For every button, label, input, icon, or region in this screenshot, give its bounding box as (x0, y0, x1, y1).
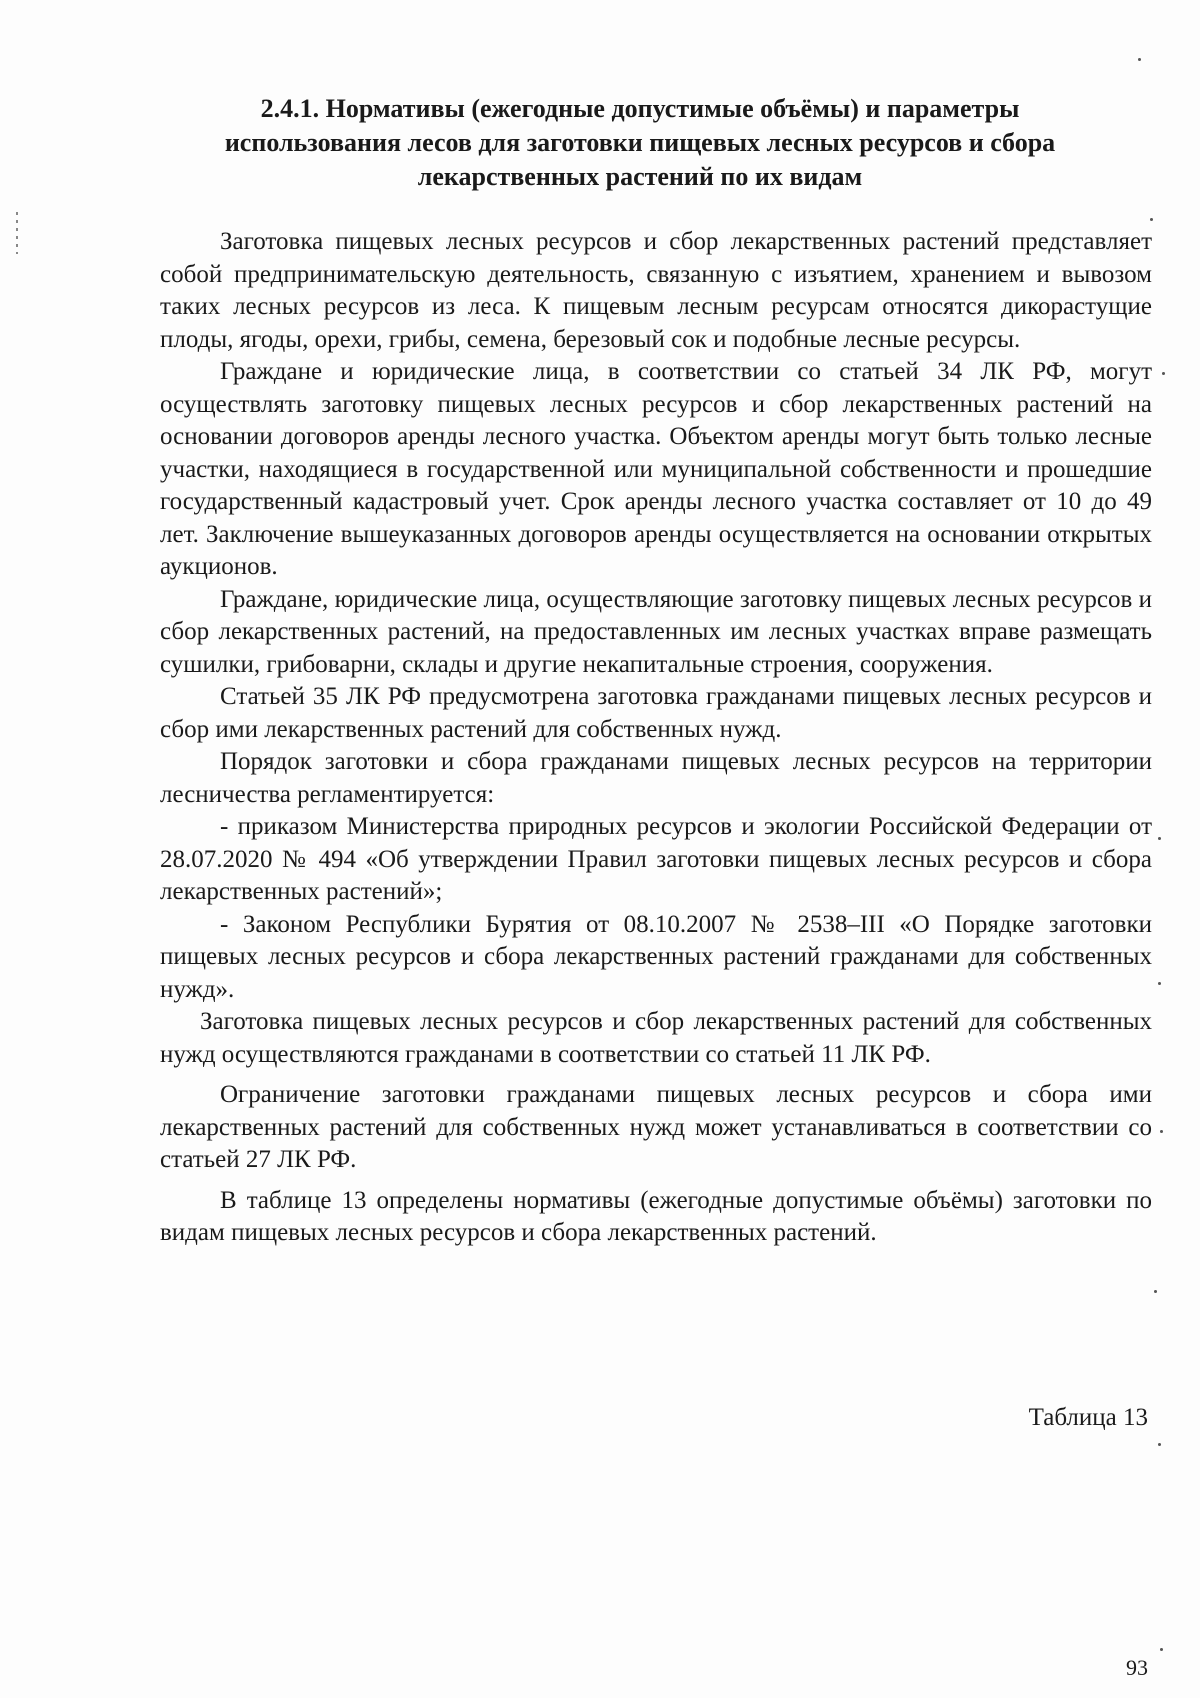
paragraph-3: Граждане, юридические лица, осуществляющие заготовку пищевых лесных ресурсов и сбор лекарственных растений, на предоставленных им лесных участках вправе размещать сушилки, грибоварни, склады и другие некапитальные строения, сооружения. (160, 585, 1152, 678)
paragraph-4: Статьей 35 ЛК РФ предусмотрена заготовка гражданами пищевых лесных ресурсов и сбор ими лекарственных растений для собственных нужд. (160, 683, 1152, 743)
scan-speck (1158, 982, 1161, 985)
paragraph-9: Ограничение заготовки гражданами пищевых лесных ресурсов и сбора ими лекарственных растений для собственных нужд может устанавливаться в соответствии со статьей 27 ЛК РФ. (160, 1081, 1152, 1173)
section-heading-line-3: лекарственных растений по их видам (417, 162, 863, 191)
paragraph-10: В таблице 13 определены нормативы (ежегодные допустимые объёмы) заготовки по видам пищевых лесных ресурсов и сбора лекарственных растений. (160, 1186, 1152, 1246)
scan-speck (1160, 1648, 1163, 1651)
scan-speck (1154, 1290, 1157, 1293)
paragraph-6-list-item: - приказом Министерства природных ресурсов и экологии Российской Федерации от 28.07.2020 № 494 «Об утверждении Правил заготовки пищевых лесных ресурсов и сбора лекарственных растений»; (160, 813, 1152, 905)
scan-speck (1160, 1130, 1163, 1133)
binder-hole-mark (16, 212, 18, 254)
scan-speck (1150, 218, 1153, 221)
section-heading-line-2: использования лесов для заготовки пищевых лесных ресурсов и сбора (224, 128, 1056, 157)
scan-speck (1162, 372, 1165, 375)
section-heading (200, 92, 1080, 194)
paragraph-2: Граждане и юридические лица, в соответствии со статьей 34 ЛК РФ, могут осуществлять заготовку пищевых лесных ресурсов и сбор лекарственных растений на основании договоров аренды лесного участка. Объектом аренды могут быть только лесные участки, находящиеся в государственной или муниципальной собственности и прошедшие государственный кадастровый учет. Срок аренды лесного участка составляет от 10 до 49 лет. Заключение вышеуказанных договоров аренды осуществляется на основании открытых аукционов. (160, 358, 1152, 580)
page-number: 93 (1126, 1655, 1148, 1680)
section-heading-line-1: 2.4.1. Нормативы (ежегодные допустимые объёмы) и параметры (260, 94, 1020, 123)
scan-speck (1158, 837, 1161, 840)
paragraph-7-list-item: - Законом Республики Бурятия от 08.10.2007 № 2538–III «О Порядке заготовки пищевых лесных ресурсов и сбора лекарственных растений гражданами для собственных нужд». (160, 910, 1152, 1003)
paragraph-8: Заготовка пищевых лесных ресурсов и сбор лекарственных растений для собственных нужд осуществляются гражданами в соответствии со статьей 11 ЛК РФ. (160, 1008, 1152, 1068)
paragraph-1: Заготовка пищевых лесных ресурсов и сбор лекарственных растений представляет собой предпринимательскую деятельность, связанную с изъятием, хранением и вывозом таких лесных ресурсов из леса. К пищевым лесным ресурсам относятся дикорастущие плоды, ягоды, орехи, грибы, семена, березовый сок и подобные лесные ресурсы. (160, 228, 1152, 353)
body-text (160, 226, 1152, 1250)
scan-speck (1158, 1443, 1161, 1446)
paragraph-5: Порядок заготовки и сбора гражданами пищевых лесных ресурсов на территории лесничества регламентируется: (160, 748, 1152, 808)
table-caption: Таблица 13 (1028, 1404, 1148, 1431)
scan-speck (1138, 58, 1141, 61)
